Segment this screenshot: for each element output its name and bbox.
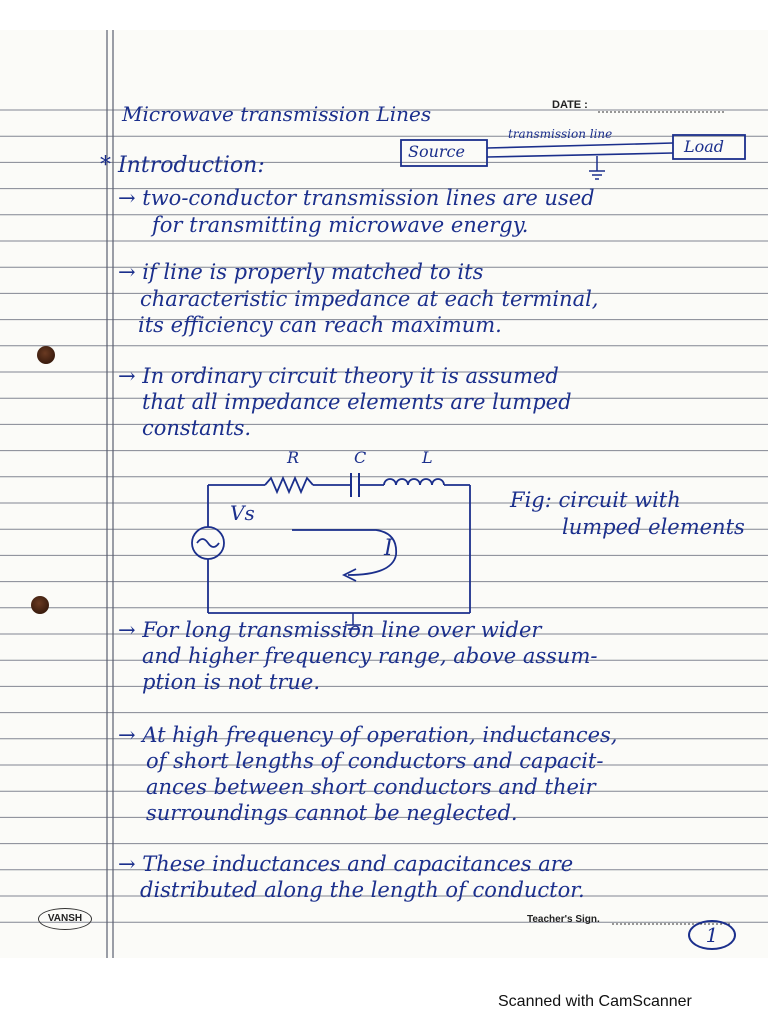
current-label: I [384, 536, 393, 561]
note-line-2: for transmitting microwave energy. [152, 213, 529, 237]
note-line-16: → These inductances and capacitances are [118, 852, 574, 876]
inductor-label: L [422, 448, 433, 467]
heading-introduction: * Introduction: [100, 153, 265, 178]
camscanner-watermark: Scanned with CamScanner [498, 993, 692, 1010]
resistor-label: R [287, 448, 300, 467]
date-line [598, 110, 728, 114]
capacitor-label: C [354, 448, 367, 467]
teacher-sign-label: Teacher's Sign. [527, 914, 600, 925]
lumped-circuit-diagram [170, 445, 480, 630]
punch-hole-bottom [31, 596, 49, 614]
note-line-5: its efficiency can reach maximum. [138, 313, 502, 337]
note-line-6: → In ordinary circuit theory it is assumed [118, 364, 559, 388]
notebook-page [0, 30, 768, 958]
note-line-4: characteristic impedance at each terminal, [140, 287, 599, 311]
note-line-10: and higher frequency range, above assum- [142, 644, 598, 668]
note-line-17: distributed along the length of conductor. [140, 878, 585, 902]
note-line-9: → For long transmission line over wider [118, 618, 542, 642]
note-line-13: of short lengths of conductors and capacit- [146, 749, 604, 773]
note-line-14: ances between short conductors and their [146, 775, 596, 799]
transmission-line-label: transmission line [508, 127, 613, 141]
load-box-label: Load [684, 137, 725, 156]
note-line-8: constants. [142, 416, 252, 440]
punch-hole-top [37, 346, 55, 364]
note-line-12: → At high frequency of operation, inductances, [118, 723, 618, 747]
note-line-3: → if line is properly matched to its [118, 260, 484, 284]
note-line-11: ption is not true. [142, 670, 320, 694]
date-label: DATE : [552, 99, 588, 111]
note-line-7: that all impedance elements are lumped [142, 390, 572, 414]
notebook-brand-logo: VANSH [38, 908, 92, 930]
voltage-source-label: Vs [230, 501, 255, 525]
note-line-15: surroundings cannot be neglected. [146, 801, 518, 825]
figure-caption-line-1: Fig: circuit with [510, 488, 681, 512]
figure-caption-line-2: lumped elements [562, 515, 745, 539]
page-title: Microwave transmission Lines [122, 102, 432, 126]
page-number: 1 [688, 920, 736, 950]
note-line-1: → two-conductor transmission lines are used [118, 186, 595, 210]
source-box-label: Source [408, 142, 465, 161]
